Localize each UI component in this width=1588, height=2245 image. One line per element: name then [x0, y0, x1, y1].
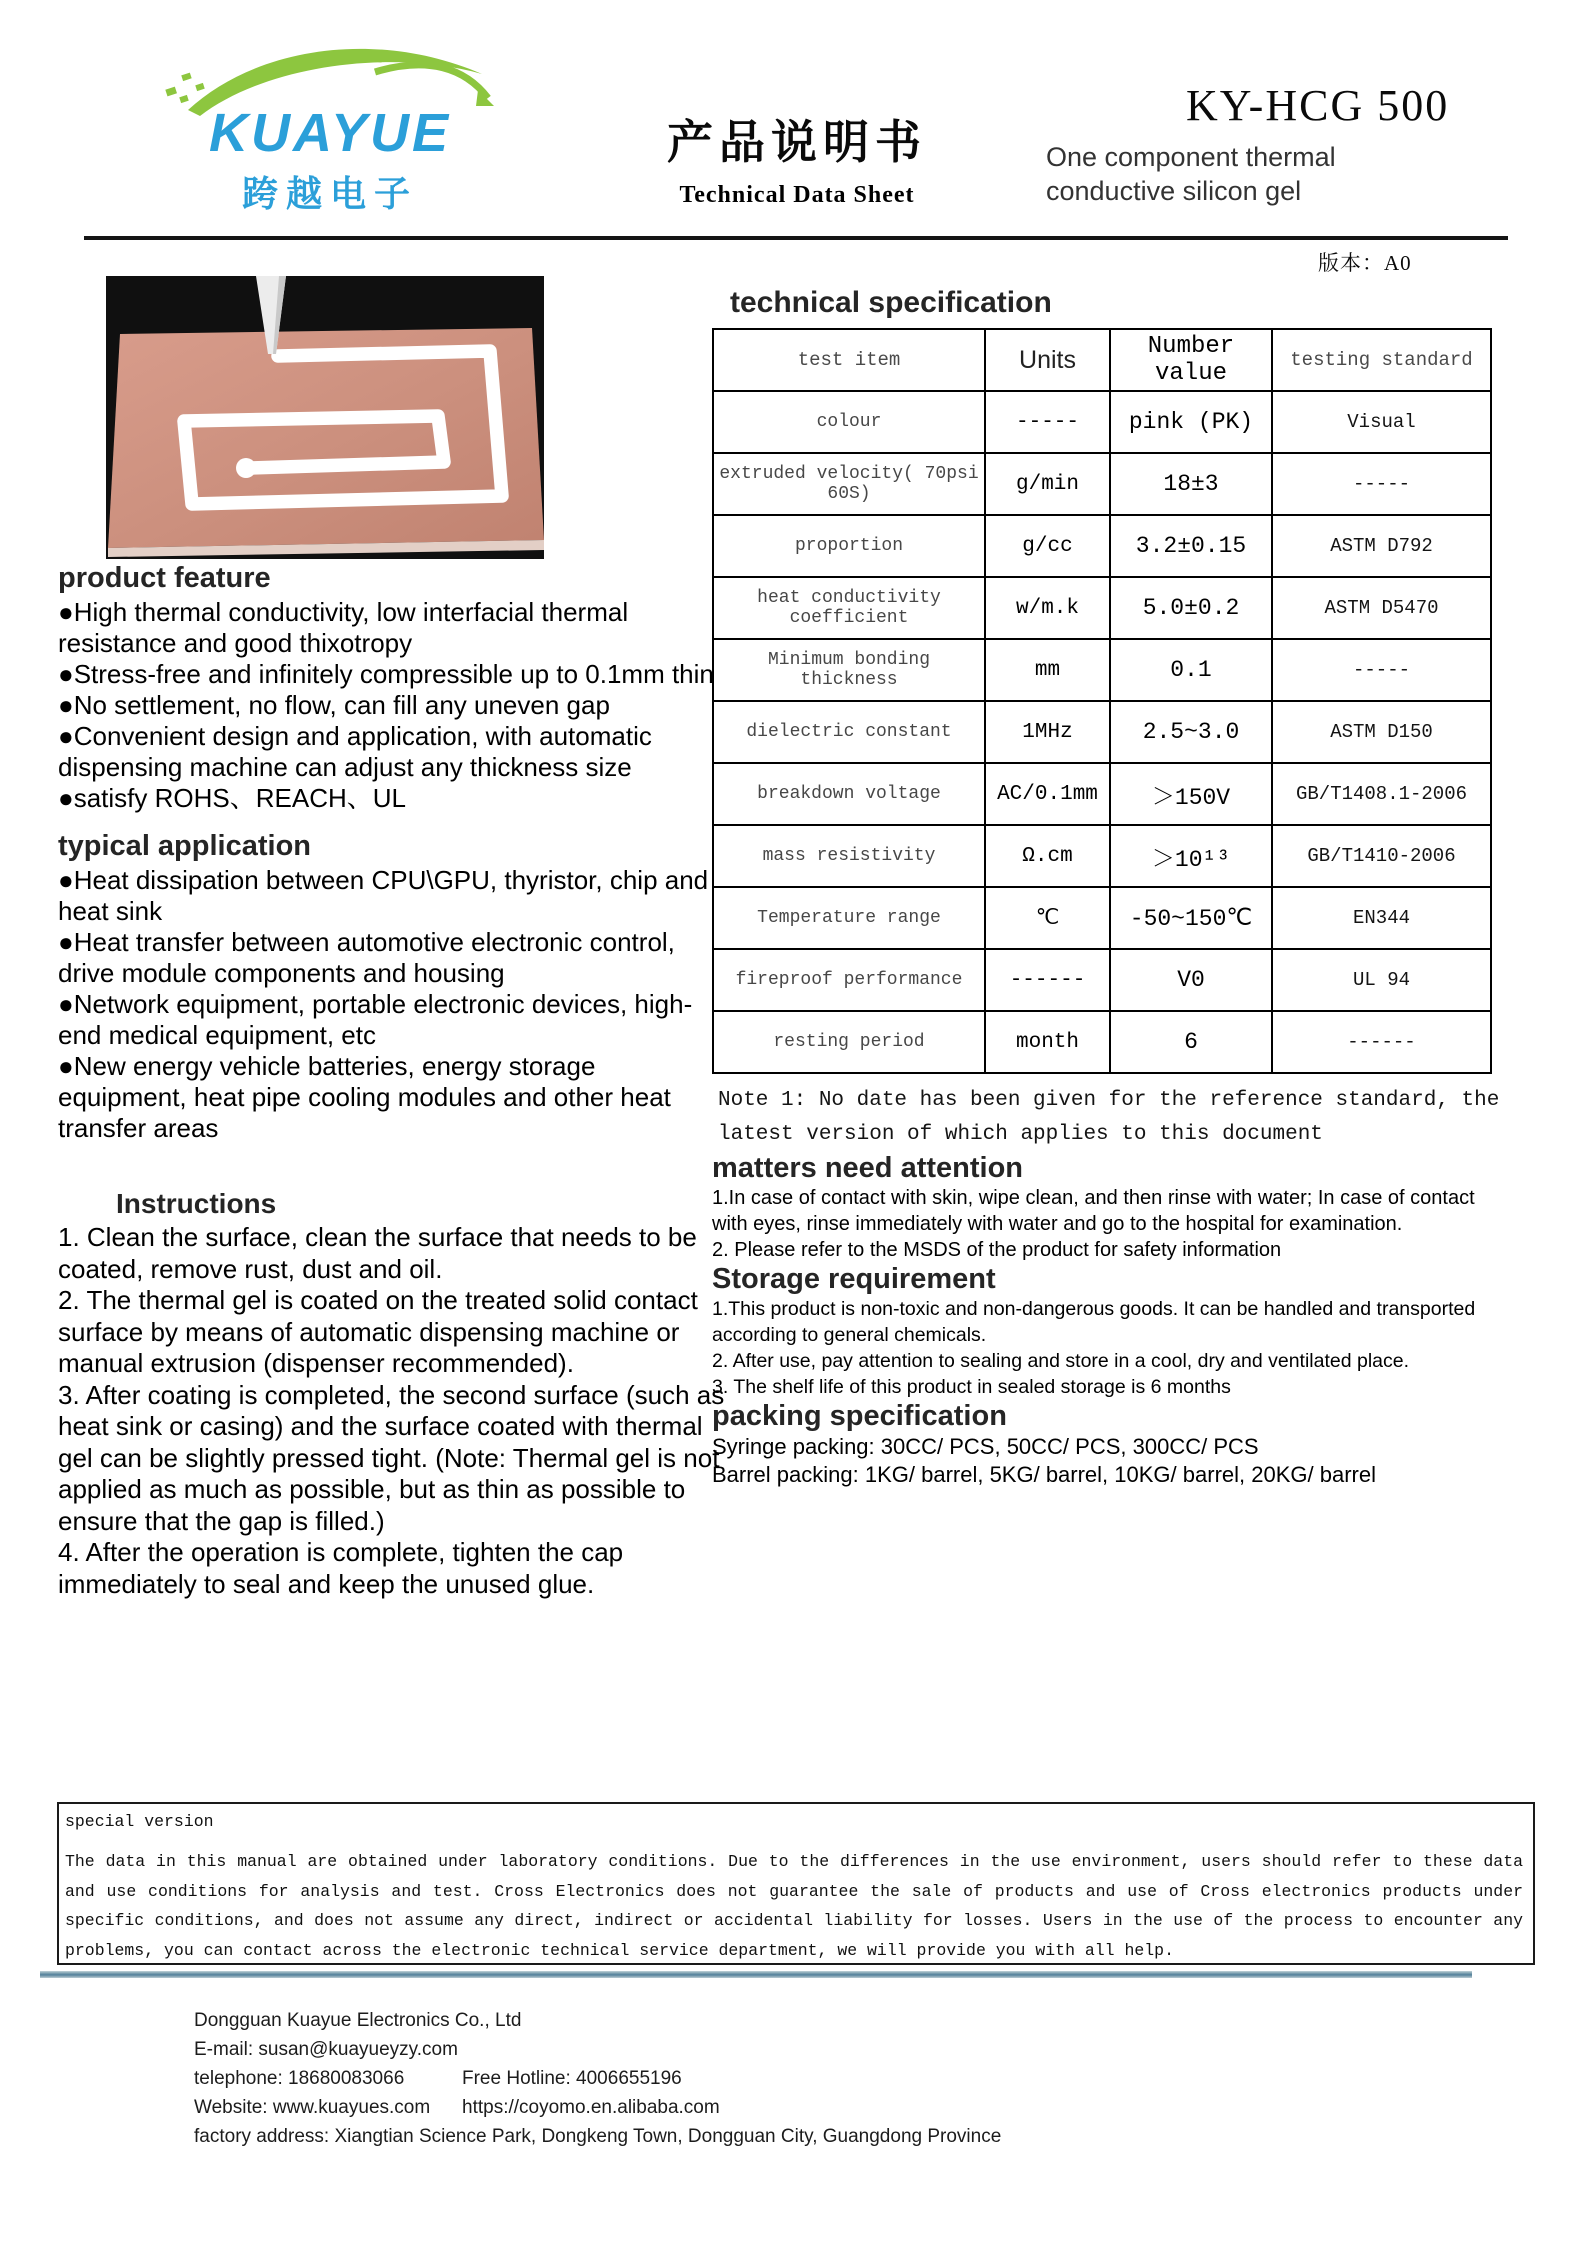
product-feature-item: ●Convenient design and application, with automatic dispensing machine can adjust any thickness size: [58, 721, 652, 782]
product-feature-item: ●High thermal conductivity, low interfacial thermal resistance and good thixotropy: [58, 597, 629, 658]
spec-col-header: testing standard: [1272, 329, 1491, 391]
matters-line: 1.In case of contact with skin, wipe clean, and then rinse with water; In case of contact with eyes, rinse immediately with water and go to the hospital for examination.: [712, 1187, 1475, 1235]
spec-cell: ASTM D5470: [1272, 577, 1491, 639]
spec-cell: -----: [1272, 453, 1491, 515]
footer-website: Website: www.kuayues.com: [194, 2097, 431, 2118]
spec-cell: 2.5~3.0: [1110, 701, 1272, 763]
right-column: [712, 286, 1510, 1489]
spec-cell: Temperature range: [713, 887, 985, 949]
storage-line: 1.This product is non-toxic and non-dangerous goods. It can be handled and transported according to general chemicals.: [712, 1298, 1476, 1346]
spec-cell: mm: [985, 639, 1110, 701]
spec-cell: Minimum bonding thickness: [713, 639, 985, 701]
technical-specification-heading: technical specification: [730, 286, 1052, 319]
product-feature-item: ●satisfy ROHS、REACH、UL: [58, 783, 406, 813]
spec-row: [713, 1011, 1491, 1073]
spec-cell: -50~150℃: [1110, 887, 1272, 949]
spec-cell: ASTM D150: [1272, 701, 1491, 763]
spec-cell: Visual: [1272, 391, 1491, 453]
spec-cell: ＞10¹³: [1110, 825, 1272, 887]
product-description: One component thermal conductive silicon gel: [1046, 142, 1336, 206]
spec-row: [713, 887, 1491, 949]
product-photo: [106, 276, 544, 559]
storage-line: 2. After use, pay attention to sealing and store in a cool, dry and ventilated place.: [712, 1350, 1410, 1372]
instruction-step: 4. After the operation is complete, tighten the cap immediately to seal and keep the unused glue.: [58, 1537, 624, 1599]
spec-cell: 1MHz: [985, 701, 1110, 763]
spec-cell: EN344: [1272, 887, 1491, 949]
spec-cell: 5.0±0.2: [1110, 577, 1272, 639]
typical-application-item: ●Heat transfer between automotive electronic control, drive module components and housing: [58, 927, 675, 988]
spec-cell: fireproof performance: [713, 949, 985, 1011]
storage-heading: Storage requirement: [712, 1263, 996, 1295]
footer-company: Dongguan Kuayue Electronics Co., Ltd: [194, 2010, 522, 2031]
company-logo: [140, 26, 520, 214]
packing-heading: packing specification: [712, 1400, 1007, 1432]
spec-cell: proportion: [713, 515, 985, 577]
spec-col-header: test item: [713, 329, 985, 391]
disclaimer-box: [57, 1802, 1535, 1965]
spec-cell: ------: [1272, 1011, 1491, 1073]
footer-hotline: Free Hotline: 4006655196: [462, 2068, 682, 2089]
product-feature-item: ●No settlement, no flow, can fill any uneven gap: [58, 690, 610, 720]
spec-cell: breakdown voltage: [713, 763, 985, 825]
spec-cell: ＞150V: [1110, 763, 1272, 825]
instruction-step: 1. Clean the surface, clean the surface that needs to be coated, remove rust, dust and oil.: [58, 1222, 697, 1284]
footer-website-alt: https://coyomo.en.alibaba.com: [462, 2097, 720, 2118]
left-column: [58, 562, 730, 1600]
instruction-step: 3. After coating is completed, the second surface (such as heat sink or casing) and the surface coated with thermal gel can be slightly pressed tight. (Note: Thermal gel is not applied as much as possible, but as thin as possible to ensure that the gap is filled.): [58, 1379, 725, 1536]
spec-cell: heat conductivity coefficient: [713, 577, 985, 639]
spec-row: [713, 701, 1491, 763]
spec-cell: 18±3: [1110, 453, 1272, 515]
spec-cell: -----: [985, 391, 1110, 453]
spec-row: [713, 825, 1491, 887]
footer-contact: [194, 2006, 1001, 2151]
document-title: [612, 106, 982, 209]
spec-cell: 6: [1110, 1011, 1272, 1073]
spec-row: [713, 949, 1491, 1011]
typical-application-heading: typical application: [58, 830, 311, 862]
footer-telephone: telephone: 18680083066: [194, 2068, 405, 2089]
technical-specification-table: [712, 328, 1492, 1074]
spec-row: [713, 515, 1491, 577]
spec-cell: mass resistivity: [713, 825, 985, 887]
spec-row: [713, 391, 1491, 453]
spec-cell: UL 94: [1272, 949, 1491, 1011]
version-label: 版本：A0: [1318, 251, 1412, 275]
spec-cell: 3.2±0.15: [1110, 515, 1272, 577]
spec-cell: g/min: [985, 453, 1110, 515]
header-divider: [84, 236, 1508, 240]
spec-cell: GB/T1408.1-2006: [1272, 763, 1491, 825]
spec-note: Note 1: No date has been given for the reference standard, the latest version of which applies to this document: [718, 1089, 1500, 1146]
spec-cell: ASTM D792: [1272, 515, 1491, 577]
spec-cell: GB/T1410-2006: [1272, 825, 1491, 887]
footer-factory-address: factory address: Xiangtian Science Park, Dongkeng Town, Dongguan City, Guangdong Province: [194, 2126, 1002, 2147]
spec-col-header: Units: [985, 329, 1110, 391]
spec-cell: extruded velocity( 70psi 60S): [713, 453, 985, 515]
spec-cell: -----: [1272, 639, 1491, 701]
logo-wordmark: KUAYUE: [208, 103, 451, 163]
product-header: [1046, 80, 1516, 209]
document-title-chinese: 产品说明书: [667, 117, 927, 168]
spec-cell: dielectric constant: [713, 701, 985, 763]
footer-divider: [40, 1971, 1472, 1978]
spec-cell: Ω.cm: [985, 825, 1110, 887]
storage-line: 3. The shelf life of this product in sealed storage is 6 months: [712, 1376, 1231, 1398]
spec-cell: month: [985, 1011, 1110, 1073]
spec-cell: g/cc: [985, 515, 1110, 577]
packing-line: Barrel packing: 1KG/ barrel, 5KG/ barrel, 10KG/ barrel, 20KG/ barrel: [712, 1462, 1376, 1487]
product-code: KY-HCG 500: [1186, 81, 1450, 130]
spec-cell: pink (PK): [1110, 391, 1272, 453]
typical-application-item: ●New energy vehicle batteries, energy storage equipment, heat pipe cooling modules and other heat transfer areas: [58, 1051, 671, 1143]
spec-row: [713, 763, 1491, 825]
spec-cell: ------: [985, 949, 1110, 1011]
logo-chinese-name: 跨越电子: [241, 173, 418, 214]
spec-cell: AC/0.1mm: [985, 763, 1110, 825]
spec-cell: resting period: [713, 1011, 985, 1073]
spec-row: [713, 639, 1491, 701]
product-feature-heading: product feature: [58, 562, 271, 594]
thermal-gel-dispensing-illustration: [106, 276, 544, 559]
matters-line: 2. Please refer to the MSDS of the product for safety information: [712, 1239, 1282, 1261]
spec-cell: w/m.k: [985, 577, 1110, 639]
disclaimer-text: The data in this manual are obtained under laboratory conditions. Due to the differences in the use environment, users should refer to these data and use conditions for analysis and test. Cross Electronics does not guarantee the sale of products and use of Cross electronics products under specific conditions, and does not assume any direct, indirect or accidental liability for losses. Users in the use of the process to encounter any problems, you can contact across the electronic technical service department, we will provide you with all help.: [65, 1852, 1523, 1960]
packing-line: Syringe packing: 30CC/ PCS, 50CC/ PCS, 300CC/ PCS: [712, 1434, 1259, 1459]
instruction-step: 2. The thermal gel is coated on the treated solid contact surface by means of automatic dispensing machine or manual extrusion (dispenser recommended).: [58, 1285, 698, 1378]
spec-col-header: Number value: [1110, 329, 1272, 391]
spec-cell: 0.1: [1110, 639, 1272, 701]
product-feature-item: ●Stress-free and infinitely compressible up to 0.1mm thin: [58, 659, 714, 689]
matters-heading: matters need attention: [712, 1152, 1023, 1184]
typical-application-item: ●Heat dissipation between CPU\GPU, thyristor, chip and heat sink: [58, 865, 709, 926]
spec-header-row: [713, 329, 1491, 391]
document-title-english: Technical Data Sheet: [679, 182, 915, 208]
spec-cell: ℃: [985, 887, 1110, 949]
spec-cell: V0: [1110, 949, 1272, 1011]
instructions-heading: Instructions: [116, 1188, 277, 1219]
spec-row: [713, 577, 1491, 639]
typical-application-item: ●Network equipment, portable electronic devices, high-end medical equipment, etc: [58, 989, 693, 1050]
spec-cell: colour: [713, 391, 985, 453]
disclaimer-label: special version: [65, 1812, 214, 1831]
footer-email: E-mail: susan@kuayueyzy.com: [194, 2039, 458, 2060]
spec-row: [713, 453, 1491, 515]
